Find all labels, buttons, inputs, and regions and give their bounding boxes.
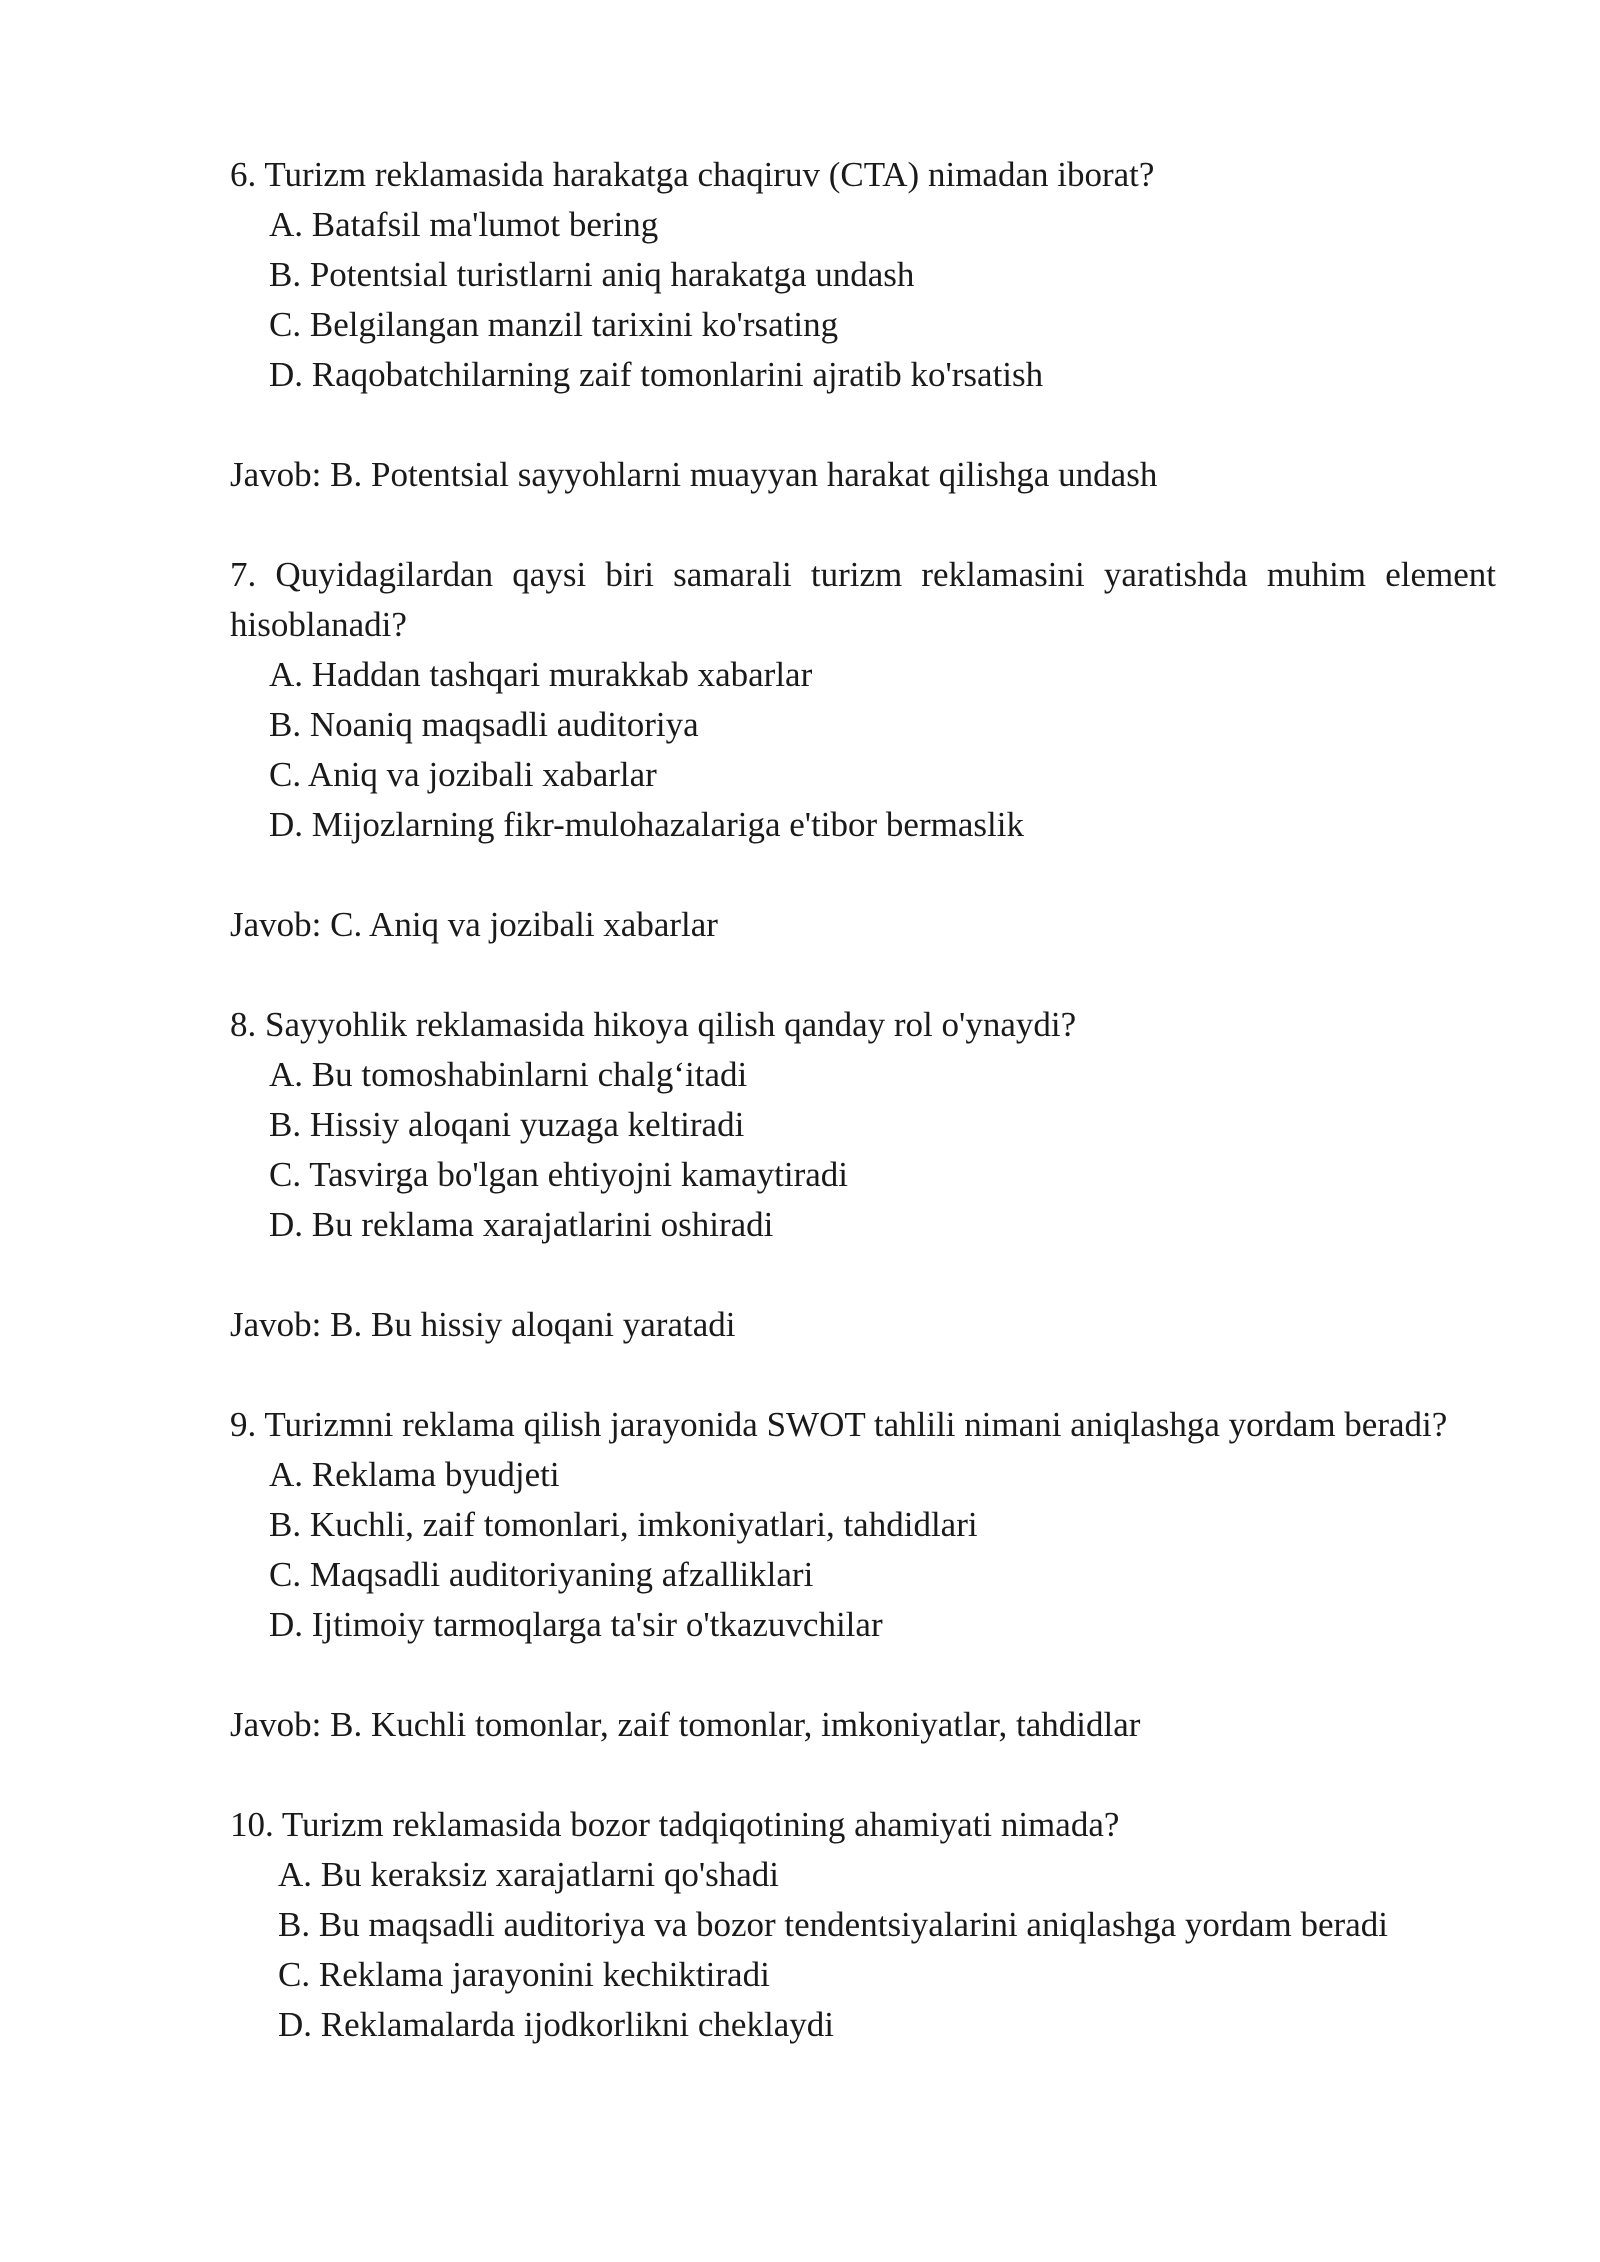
question-text: 7. Quyidagilardan qaysi biri samarali turizm reklamasini yaratishda muhim element hisoblanadi? <box>230 555 1496 644</box>
option-d: D. Reklamalarda ijodkorlikni cheklaydi <box>278 2005 834 2044</box>
document-page <box>230 150 1496 2050</box>
question-text: 6. Turizm reklamasida harakatga chaqiruv (CTA) nimadan iborat? <box>230 155 1155 194</box>
options-list <box>230 200 1496 400</box>
option-c: C. Tasvirga bo'lgan ehtiyojni kamaytiradi <box>269 1155 848 1194</box>
answer-text: Javob: B. Kuchli tomonlar, zaif tomonlar, imkoniyatlar, tahdidlar <box>230 1705 1141 1744</box>
question-text: 8. Sayyohlik reklamasida hikoya qilish qanday rol o'ynaydi? <box>230 1005 1077 1044</box>
options-list <box>230 1450 1496 1650</box>
option-a: A. Bu tomoshabinlarni chalg‘itadi <box>269 1055 748 1094</box>
option-a: A. Batafsil ma'lumot bering <box>269 205 659 244</box>
option-c: C. Reklama jarayonini kechiktiradi <box>278 1955 770 1994</box>
option-c: C. Maqsadli auditoriyaning afzalliklari <box>269 1555 814 1594</box>
answer-text: Javob: C. Aniq va jozibali xabarlar <box>230 905 718 944</box>
option-b: B. Hissiy aloqani yuzaga keltiradi <box>269 1105 745 1144</box>
question-text: 10. Turizm reklamasida bozor tadqiqotining ahamiyati nimada? <box>230 1805 1120 1844</box>
option-a: A. Bu keraksiz xarajatlarni qo'shadi <box>278 1855 780 1894</box>
options-list <box>230 1850 1496 2050</box>
option-c: C. Belgilangan manzil tarixini ko'rsating <box>269 305 839 344</box>
question-text: 9. Turizmni reklama qilish jarayonida SWOT tahlili nimani aniqlashga yordam beradi? <box>230 1405 1448 1444</box>
option-d: D. Ijtimoiy tarmoqlarga ta'sir o'tkazuvchilar <box>269 1605 883 1644</box>
option-b: B. Bu maqsadli auditoriya va bozor tendentsiyalarini aniqlashga yordam beradi <box>278 1905 1388 1944</box>
question-8 <box>230 1000 1496 1350</box>
option-b: B. Noaniq maqsadli auditoriya <box>269 705 699 744</box>
question-6 <box>230 150 1496 500</box>
question-7 <box>230 550 1496 950</box>
answer-text: Javob: B. Potentsial sayyohlarni muayyan harakat qilishga undash <box>230 455 1158 494</box>
option-d: D. Raqobatchilarning zaif tomonlarini ajratib ko'rsatish <box>269 355 1044 394</box>
option-a: A. Haddan tashqari murakkab xabarlar <box>269 655 813 694</box>
question-10 <box>230 1800 1496 2050</box>
options-list <box>230 650 1496 850</box>
question-9 <box>230 1400 1496 1750</box>
options-list <box>230 1050 1496 1250</box>
option-b: B. Potentsial turistlarni aniq harakatga undash <box>269 255 915 294</box>
option-c: C. Aniq va jozibali xabarlar <box>269 755 657 794</box>
option-d: D. Bu reklama xarajatlarini oshiradi <box>269 1205 774 1244</box>
option-a: A. Reklama byudjeti <box>269 1455 560 1494</box>
answer-text: Javob: B. Bu hissiy aloqani yaratadi <box>230 1305 736 1344</box>
option-d: D. Mijozlarning fikr-mulohazalariga e'tibor bermaslik <box>269 805 1024 844</box>
option-b: B. Kuchli, zaif tomonlari, imkoniyatlari, tahdidlari <box>269 1505 978 1544</box>
